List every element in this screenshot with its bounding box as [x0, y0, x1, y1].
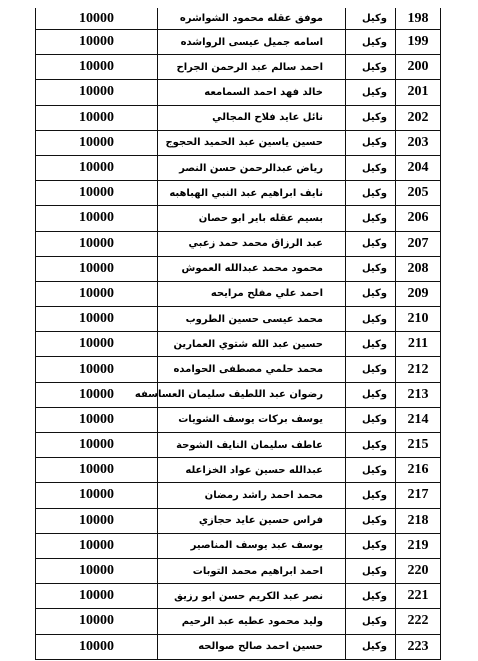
name-cell: عاطف سليمان النايف الشوحة — [158, 433, 346, 458]
table-row — [36, 382, 441, 407]
row-number-cell: 216 — [396, 458, 441, 483]
amount-cell: 10000 — [36, 483, 158, 508]
row-number-cell: 209 — [396, 281, 441, 306]
row-number-cell: 205 — [396, 181, 441, 206]
amount-cell: 10000 — [36, 130, 158, 155]
amount-cell: 10000 — [36, 8, 158, 30]
amount-cell: 10000 — [36, 407, 158, 432]
name-cell: عبد الرزاق محمد حمد زعبي — [158, 231, 346, 256]
row-number-cell: 198 — [396, 8, 441, 30]
name-cell: احمد ابراهيم محمد التوبات — [158, 558, 346, 583]
table-row — [36, 130, 441, 155]
rank-cell: وكيل — [346, 382, 396, 407]
name-cell: نايف ابراهيم عبد النبي الهباهبه — [158, 181, 346, 206]
amount-cell: 10000 — [36, 458, 158, 483]
amount-cell: 10000 — [36, 332, 158, 357]
name-cell: بسيم عقله باير ابو حصان — [158, 206, 346, 231]
personnel-list-sheet — [35, 8, 440, 660]
table-row — [36, 357, 441, 382]
row-number-cell: 201 — [396, 80, 441, 105]
table-row — [36, 533, 441, 558]
amount-cell: 10000 — [36, 584, 158, 609]
table-row — [36, 332, 441, 357]
table-row — [36, 80, 441, 105]
table-row — [36, 105, 441, 130]
name-cell: عبدالله حسين عواد الخزاعله — [158, 458, 346, 483]
rank-cell: وكيل — [346, 634, 396, 659]
row-number-cell: 221 — [396, 584, 441, 609]
amount-cell: 10000 — [36, 609, 158, 634]
amount-cell: 10000 — [36, 307, 158, 332]
rank-cell: وكيل — [346, 584, 396, 609]
personnel-table — [35, 8, 441, 660]
name-cell: اسامه جميل عيسى الرواشده — [158, 30, 346, 55]
table-row — [36, 181, 441, 206]
amount-cell: 10000 — [36, 256, 158, 281]
table-row — [36, 307, 441, 332]
rank-cell: وكيل — [346, 458, 396, 483]
row-number-cell: 217 — [396, 483, 441, 508]
amount-cell: 10000 — [36, 80, 158, 105]
rank-cell: وكيل — [346, 407, 396, 432]
rank-cell: وكيل — [346, 105, 396, 130]
name-cell: محمد عيسى حسين الطروب — [158, 307, 346, 332]
table-row — [36, 8, 441, 30]
rank-cell: وكيل — [346, 206, 396, 231]
amount-cell: 10000 — [36, 55, 158, 80]
row-number-cell: 199 — [396, 30, 441, 55]
rank-cell: وكيل — [346, 609, 396, 634]
table-row — [36, 634, 441, 659]
row-number-cell: 204 — [396, 155, 441, 180]
table-row — [36, 30, 441, 55]
rank-cell: وكيل — [346, 483, 396, 508]
table-row — [36, 433, 441, 458]
rank-cell: وكيل — [346, 55, 396, 80]
row-number-cell: 215 — [396, 433, 441, 458]
name-cell: احمد سالم عبد الرحمن الجراح — [158, 55, 346, 80]
rank-cell: وكيل — [346, 130, 396, 155]
amount-cell: 10000 — [36, 105, 158, 130]
amount-cell: 10000 — [36, 558, 158, 583]
table-row — [36, 407, 441, 432]
name-cell: فراس حسين عايد حجازي — [158, 508, 346, 533]
name-cell: نائل عايد فلاح المجالي — [158, 105, 346, 130]
table-row — [36, 256, 441, 281]
row-number-cell: 222 — [396, 609, 441, 634]
name-cell: محمد احمد راشد رمضان — [158, 483, 346, 508]
row-number-cell: 220 — [396, 558, 441, 583]
rank-cell: وكيل — [346, 30, 396, 55]
amount-cell: 10000 — [36, 533, 158, 558]
table-row — [36, 281, 441, 306]
name-cell: حسين احمد صالح صوالحه — [158, 634, 346, 659]
name-cell: حسين عبد الله شتوي العمارين — [158, 332, 346, 357]
rank-cell: وكيل — [346, 433, 396, 458]
table-row — [36, 584, 441, 609]
amount-cell: 10000 — [36, 155, 158, 180]
name-cell: رضوان عبد اللطيف سليمان العساسفه — [158, 382, 346, 407]
name-cell: موفق عقله محمود الشواشره — [158, 8, 346, 30]
table-row — [36, 508, 441, 533]
name-cell: رياض عبدالرحمن حسن النصر — [158, 155, 346, 180]
row-number-cell: 206 — [396, 206, 441, 231]
name-cell: يوسف عبد يوسف المناصير — [158, 533, 346, 558]
table-row — [36, 231, 441, 256]
rank-cell: وكيل — [346, 80, 396, 105]
rank-cell: وكيل — [346, 332, 396, 357]
amount-cell: 10000 — [36, 382, 158, 407]
name-cell: يوسف بركات يوسف الشويات — [158, 407, 346, 432]
rank-cell: وكيل — [346, 307, 396, 332]
name-cell: خالد فهد احمد السمامعه — [158, 80, 346, 105]
amount-cell: 10000 — [36, 281, 158, 306]
rank-cell: وكيل — [346, 181, 396, 206]
table-row — [36, 609, 441, 634]
amount-cell: 10000 — [36, 634, 158, 659]
rank-cell: وكيل — [346, 533, 396, 558]
row-number-cell: 218 — [396, 508, 441, 533]
row-number-cell: 202 — [396, 105, 441, 130]
amount-cell: 10000 — [36, 357, 158, 382]
table-row — [36, 55, 441, 80]
row-number-cell: 212 — [396, 357, 441, 382]
rank-cell: وكيل — [346, 558, 396, 583]
name-cell: احمد علي مفلح مرايحه — [158, 281, 346, 306]
row-number-cell: 210 — [396, 307, 441, 332]
name-cell: محمود محمد عبدالله العموش — [158, 256, 346, 281]
name-cell: وليد محمود عطيه عبد الرحيم — [158, 609, 346, 634]
rank-cell: وكيل — [346, 231, 396, 256]
amount-cell: 10000 — [36, 433, 158, 458]
rank-cell: وكيل — [346, 155, 396, 180]
table-row — [36, 558, 441, 583]
row-number-cell: 213 — [396, 382, 441, 407]
amount-cell: 10000 — [36, 508, 158, 533]
amount-cell: 10000 — [36, 30, 158, 55]
rank-cell: وكيل — [346, 357, 396, 382]
row-number-cell: 211 — [396, 332, 441, 357]
row-number-cell: 208 — [396, 256, 441, 281]
table-body — [36, 8, 441, 659]
amount-cell: 10000 — [36, 181, 158, 206]
name-cell: محمد حلمي مصطفى الحوامده — [158, 357, 346, 382]
table-row — [36, 483, 441, 508]
table-row — [36, 206, 441, 231]
row-number-cell: 203 — [396, 130, 441, 155]
row-number-cell: 207 — [396, 231, 441, 256]
rank-cell: وكيل — [346, 8, 396, 30]
row-number-cell: 223 — [396, 634, 441, 659]
rank-cell: وكيل — [346, 508, 396, 533]
table-row — [36, 458, 441, 483]
amount-cell: 10000 — [36, 206, 158, 231]
rank-cell: وكيل — [346, 256, 396, 281]
row-number-cell: 200 — [396, 55, 441, 80]
name-cell: نصر عبد الكريم حسن ابو رزيق — [158, 584, 346, 609]
table-row — [36, 155, 441, 180]
row-number-cell: 214 — [396, 407, 441, 432]
amount-cell: 10000 — [36, 231, 158, 256]
rank-cell: وكيل — [346, 281, 396, 306]
row-number-cell: 219 — [396, 533, 441, 558]
name-cell: حسين ياسين عبد الحميد الحجوج — [158, 130, 346, 155]
